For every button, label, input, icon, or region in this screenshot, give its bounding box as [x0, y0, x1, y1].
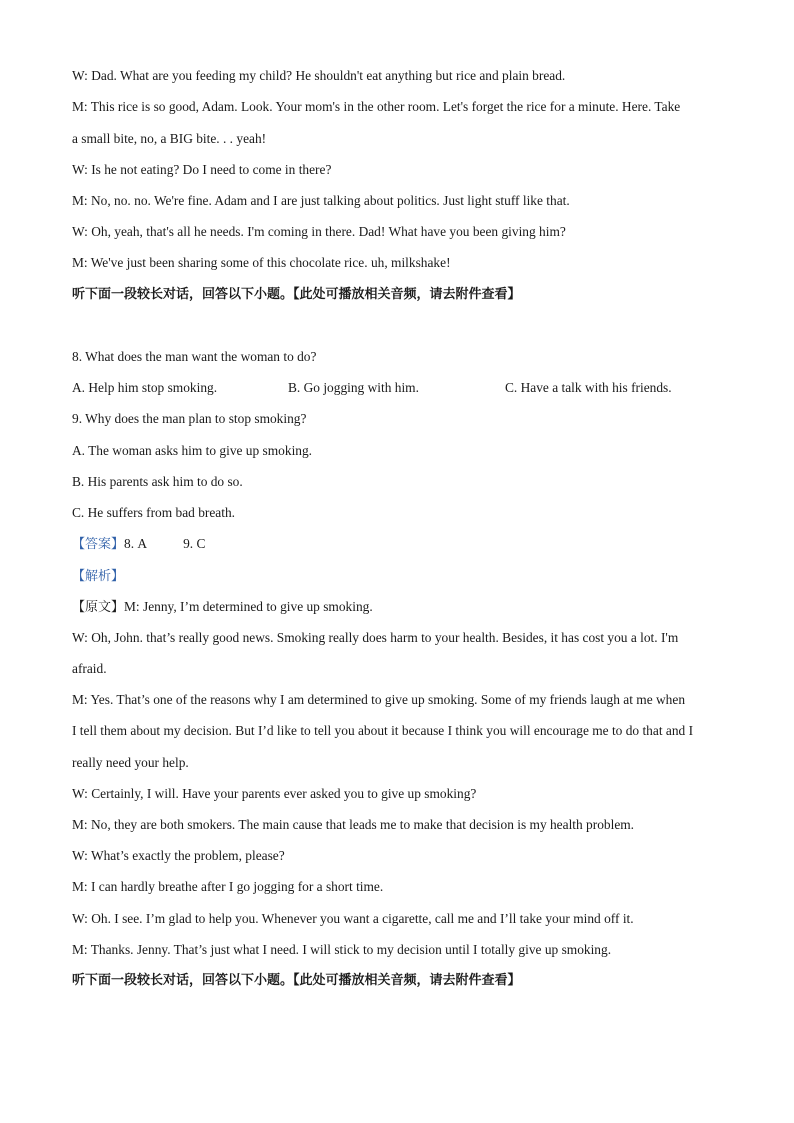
option-a: A. The woman asks him to give up smoking.: [72, 443, 313, 458]
question-8: 8. What does the man want the woman to do?: [72, 349, 317, 364]
listening-instruction: 听下面一段较长对话，回答以下小题。【此处可播放相关音频，请去附件查看】: [72, 973, 521, 988]
answer-9: 9. C: [183, 536, 206, 551]
listening-instruction: 听下面一段较长对话，回答以下小题。【此处可播放相关音频，请去附件查看】: [72, 287, 521, 302]
question-8-options: [72, 380, 732, 396]
answer-label: 【答案】: [72, 537, 125, 552]
option-b: B. His parents ask him to do so.: [72, 474, 243, 489]
original-label: 【原文】: [72, 600, 125, 615]
dialogue-line: W: Oh, yeah, that's all he needs. I'm coming in there. Dad! What have you been giving him?: [72, 224, 566, 239]
dialogue-line: a small bite, no, a BIG bite. . . yeah!: [72, 131, 267, 146]
analysis-label: 【解析】: [72, 569, 125, 584]
dialogue-line: M: This rice is so good, Adam. Look. Your mom's in the other room. Let's forget the rice for a minute. Here. Take: [72, 99, 681, 114]
answer-8: 8. A: [124, 536, 148, 551]
option-c: C. He suffers from bad breath.: [72, 505, 235, 520]
dialogue-line: W: Is he not eating? Do I need to come in there?: [72, 162, 332, 177]
transcript-line: M: I can hardly breathe after I go jogging for a short time.: [72, 879, 384, 894]
option-a: A. Help him stop smoking.: [72, 380, 218, 395]
transcript-line: really need your help.: [72, 755, 189, 770]
transcript-line: I tell them about my decision. But I’d like to tell you about it because I think you will encourage me to do that and I: [72, 723, 694, 738]
transcript-line: M: Yes. That’s one of the reasons why I am determined to give up smoking. Some of my friends laugh at me when: [72, 692, 686, 707]
transcript-line: W: Oh. I see. I’m glad to help you. Whenever you want a cigarette, call me and I’ll take your mind off it.: [72, 911, 634, 926]
dialogue-line: M: No, no. no. We're fine. Adam and I are just talking about politics. Just light stuff like that.: [72, 193, 570, 208]
answer-line: [72, 536, 732, 553]
question-9: 9. Why does the man plan to stop smoking?: [72, 411, 307, 426]
transcript-line: W: Oh, John. that’s really good news. Smoking really does harm to your health. Besides, it has cost you a lot. I'm: [72, 630, 679, 645]
transcript-line: M: Thanks. Jenny. That’s just what I need. I will stick to my decision until I totally give up smoking.: [72, 942, 612, 957]
dialogue-line: W: Dad. What are you feeding my child? He shouldn't eat anything but rice and plain bread.: [72, 68, 566, 83]
transcript-line: 【原文】M: Jenny, I’m determined to give up smoking.: [72, 599, 373, 615]
transcript-line: afraid.: [72, 661, 107, 676]
option-b: B. Go jogging with him.: [288, 380, 419, 395]
analysis-line: [72, 568, 732, 585]
transcript-line: W: Certainly, I will. Have your parents ever asked you to give up smoking?: [72, 786, 477, 801]
transcript-line: W: What’s exactly the problem, please?: [72, 848, 285, 863]
option-c: C. Have a talk with his friends.: [505, 380, 672, 395]
transcript-line: M: No, they are both smokers. The main cause that leads me to make that decision is my health problem.: [72, 817, 635, 832]
dialogue-line: M: We've just been sharing some of this chocolate rice. uh, milkshake!: [72, 255, 451, 270]
